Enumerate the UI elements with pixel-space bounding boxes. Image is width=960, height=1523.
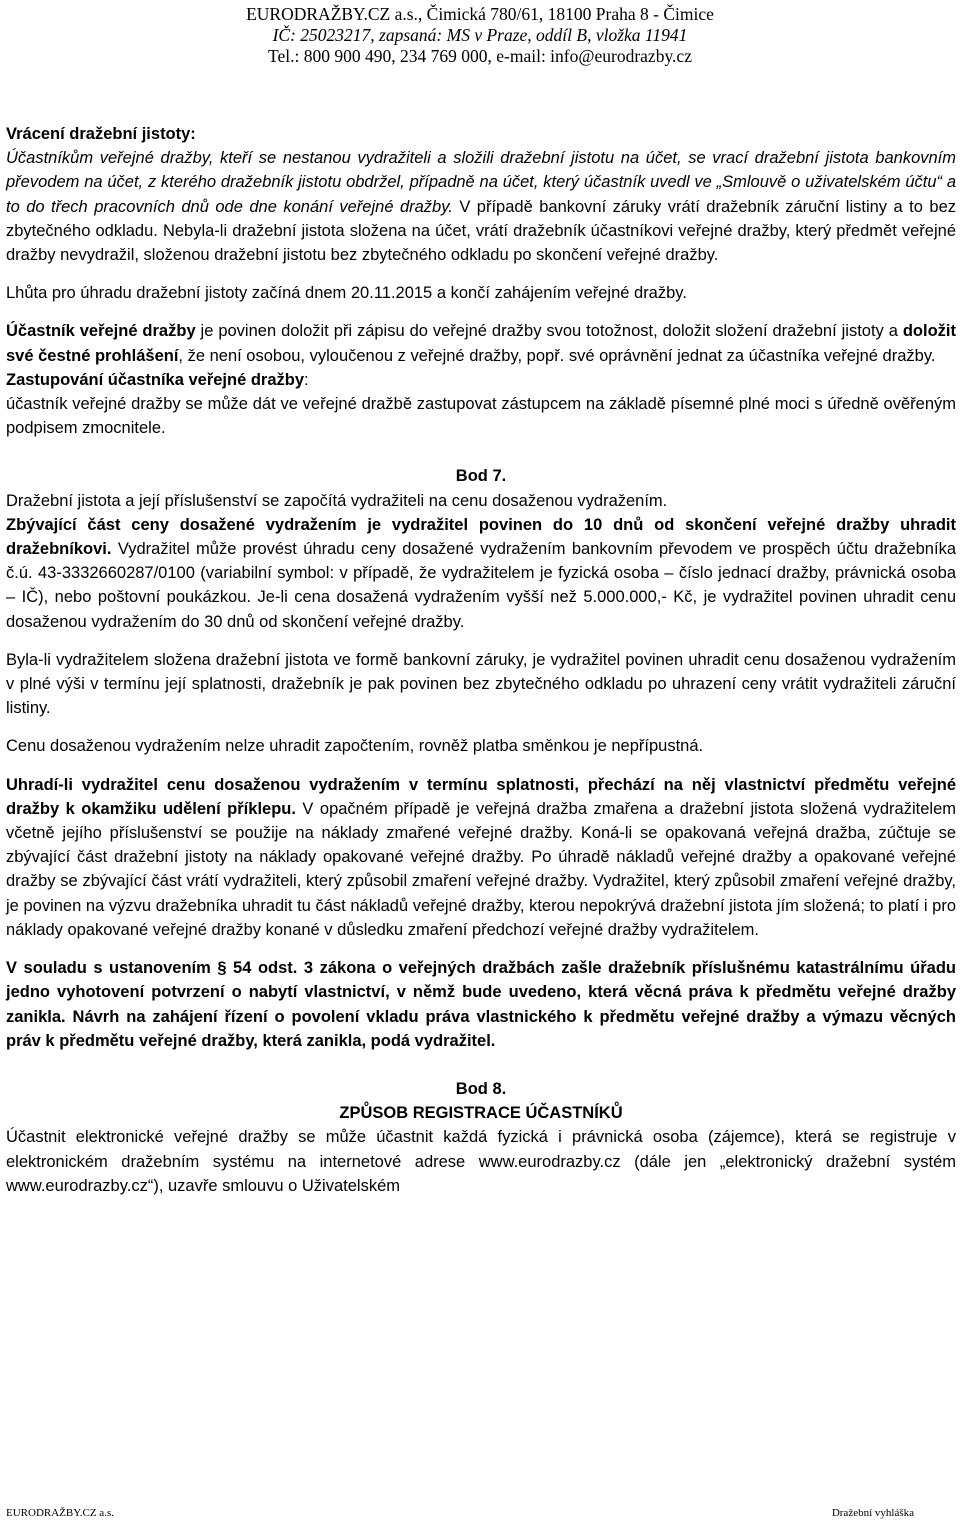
paragraph-bod7-2: Zbývající část ceny dosažené vydražením je vydražitel povinen do 10 dnů od skončení veřejné dražby uhradit dražebníkovi. Vydražitel může provést úhradu ceny dosažené vydražením bankovním převodem ve prospěch účtu dražebníka č.ú. 43-3332660287/0100 (variabilní symbol: v případě, že vydražitelem je fyzická osoba – číslo jednací dražby, právnická osoba – IČ), nebo poštovní poukázkou. Je-li cena dosažená vydražením vyšší než 5.000.000,- Kč, je vydražitel povinen uhradit cenu dosaženou vydražením do 30 dnů od skončení veřejné dražby. <box>6 515 956 631</box>
heading-zastupovani: Zastupování účastníka veřejné dražby: <box>6 370 309 389</box>
paragraph-bod7-4: Cenu dosaženou vydražením nelze uhradit započtením, rovněž platba směnkou je nepřípustná. <box>6 737 704 756</box>
letterhead-line-2: IČ: 25023217, zapsaná: MS v Praze, oddíl B, vložka 11941 <box>272 25 688 45</box>
paragraph-bod7-1: Dražební jistota a její příslušenství se započítá vydražiteli na cenu dosaženou vydražením. <box>6 491 668 510</box>
paragraph-jistota <box>6 146 956 267</box>
letterhead <box>0 4 960 67</box>
footer-document-title: Dražební vyhláška <box>831 1507 914 1519</box>
paragraph-bod7-5: Uhradí-li vydražitel cenu dosaženou vydražením v termínu splatnosti, přechází na něj vlastnictví předmětu veřejné dražby k okamžiku udělení příklepu. V opačném případě je veřejná dražba zmařena a dražební jistota složená vydražitelem včetně jejího příslušenství se použije na náklady zmařené veřejné dražby. Koná-li se opakovaná veřejná dražba, zúčtuje se zbývající část dražební jistoty na náklady opakované veřejné dražby. Po úhradě nákladů veřejné dražby a opakované veřejné dražby se zbývající část vrátí vydražiteli, který způsobil zmaření veřejné dražby. Vydražitel, který způsobil zmaření veřejné dražby, je povinen na výzvu dražebníka uhradit tu část nákladů veřejné dražby, kterou nepokrývá dražební jistota jím složená; to platí i pro náklady opakované veřejné dražby konané v důsledku zmaření předchozí veřejné dražby vydražitelem. <box>6 775 956 939</box>
company-address: a.s., Čimická 780/61, 18100 Praha 8 - Čimice <box>390 4 714 24</box>
page-footer <box>6 1506 954 1520</box>
paragraph-bod7-3: Byla-li vydražitelem složena dražební jistota ve formě bankovní záruky, je vydražitel povinen uhradit cenu dosaženou vydražením v plné výši v termínu její splatnosti, dražebník je pak povinen bez zbytečného odkladu po uhrazení ceny vrátit vydražiteli záruční listiny. <box>6 650 956 718</box>
letterhead-line-3: Tel.: 800 900 490, 234 769 000, e-mail: info@eurodrazby.cz <box>268 46 692 66</box>
jistota-italic-text: Účastníkům veřejné dražby, kteří se nestanou vydražiteli a složili dražební jistotu na účet, se vrací dražební jistota bankovním převodem na účet, z kterého dražebník jistotu obdržel, případně na účet, který účastník uvedl ve „Smlouvě o uživatelském účtu“ a to do třech pracovních dnů ode dne konání veřejné dražby. <box>6 149 956 216</box>
paragraph-bod7-6: V souladu s ustanovením § 54 odst. 3 zákona o veřejných dražbách zašle dražebník příslušnému katastrálnímu úřadu jedno vyhotovení potvrzení o nabytí vlastnictví, v němž bude uvedeno, která věcná práva k předmětu veřejné dražby zanikla. Návrh na zahájení řízení o povolení vkladu práva vlastnického k předmětu veřejné dražby a výmazu věcných práv k předmětu veřejné dražby, která zanikla, podá vydražitel. <box>6 959 956 1050</box>
section-subtitle-bod-8: ZPŮSOB REGISTRACE ÚČASTNÍKŮ <box>339 1104 623 1123</box>
paragraph-lhuta: Lhůta pro úhradu dražební jistoty začíná dnem 20.11.2015 a končí zahájením veřejné dražby. <box>6 284 687 303</box>
letterhead-line-1 <box>0 4 960 25</box>
footer-company: EURODRAŽBY.CZ a.s. <box>6 1507 114 1519</box>
paragraph-zastupovani: účastník veřejné dražby se může dát ve veřejné dražbě zastupovat zástupcem na základě písemné plné moci s úředně ověřeným podpisem zmocnitele. <box>6 395 956 438</box>
section-title-bod-8: Bod 8. <box>455 1079 507 1098</box>
section-heading-jistota: Vrácení dražební jistoty: <box>6 125 196 143</box>
company-name: EURODRAŽBY.CZ <box>246 4 391 24</box>
section-title-bod-7: Bod 7. <box>455 467 507 486</box>
document-body <box>6 122 956 1198</box>
paragraph-ucastnik: Účastník veřejné dražby je povinen doložit při zápisu do veřejné dražby svou totožnost, doložit složení dražební jistoty a doložit své čestné prohlášení, že není osobou, vyloučenou z veřejné dražby, popř. své oprávnění jednat za účastníka veřejné dražby. <box>6 322 956 365</box>
jistota-text: V případě bankovní záruky vrátí dražebník záruční listiny a to bez zbytečného odkladu. Nebyla-li dražební jistota složena na účet, vrátí dražebník účastníkovi veřejné dražby, který předmět veřejné dražby nevydražil, složenou dražební jistotu bez zbytečného odkladu po skončení veřejné dražby. <box>6 197 956 265</box>
paragraph-bod8-1: Účastnit elektronické veřejné dražby se může účastnit každá fyzická i právnická osoba (zájemce), která se registruje v elektronickém dražebním systému na internetové adrese www.eurodrazby.cz (dále jen „elektronický dražební systém www.eurodrazby.cz“), uzavře smlouvu o Uživatelském <box>6 1128 956 1195</box>
